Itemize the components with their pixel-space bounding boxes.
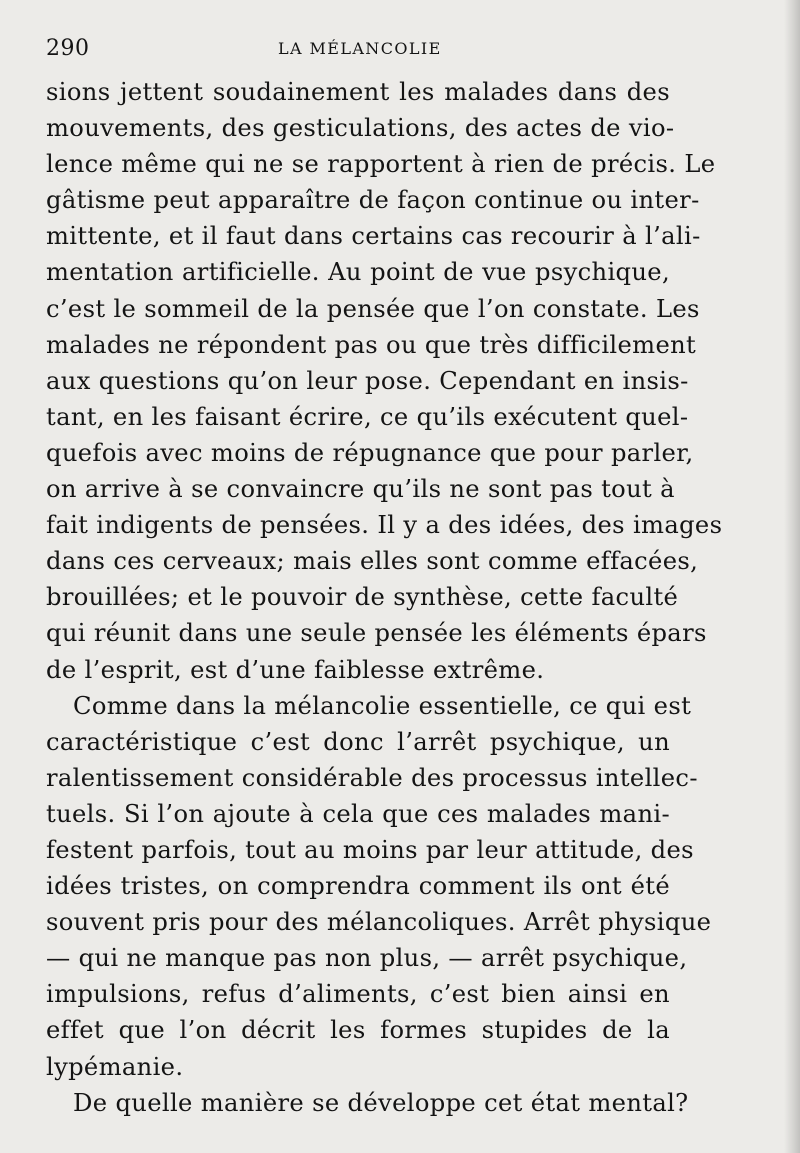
text-line: fait indigents de pensées. Il y a des idées, des images <box>46 511 723 540</box>
text-line: malades ne répondent pas ou que très difficilement <box>46 330 697 359</box>
text-line: ralentissement considérable des processus intellec- <box>46 763 698 792</box>
paragraph-start-line: De quelle manière se développe cet état mental? <box>73 1088 689 1117</box>
text-line: gâtisme peut apparaître de façon continue ou inter- <box>46 186 700 215</box>
paragraph-end-line: lypémanie. <box>46 1052 184 1081</box>
text-line: on arrive à se convaincre qu’ils ne sont pas tout à <box>46 475 675 504</box>
text-line: c’est le sommeil de la pensée que l’on constate. Les <box>46 294 700 323</box>
text-line: festent parfois, tout au moins par leur attitude, des <box>46 835 694 864</box>
text-line: impulsions, refus d’aliments, c’est bien ainsi en <box>46 980 670 1009</box>
text-line: souvent pris pour des mélancoliques. Arrêt physique <box>46 908 712 937</box>
text-line: idées tristes, on comprendra comment ils ont été <box>46 872 670 901</box>
text-line: aux questions qu’on leur pose. Cependant en insis- <box>46 366 689 395</box>
text-line: tuels. Si l’on ajoute à cela que ces malades mani- <box>46 799 670 828</box>
text-line: mittente, et il faut dans certains cas recourir à l’ali- <box>46 222 701 251</box>
page-edge-shadow <box>784 0 800 1153</box>
text-line: effet que l’on décrit les formes stupides de la <box>46 1016 670 1045</box>
text-line: lence même qui ne se rapportent à rien de précis. Le <box>46 150 716 179</box>
text-line: mentation artificielle. Au point de vue psychique, <box>46 258 670 287</box>
text-line: dans ces cerveaux; mais elles sont comme effacées, <box>46 547 699 576</box>
text-line: sions jettent soudainement les malades dans des <box>46 78 670 106</box>
text-line: — qui ne manque pas non plus, — arrêt psychique, <box>46 944 688 973</box>
paragraph-end-line: de l’esprit, est d’une faiblesse extrême. <box>46 655 545 684</box>
text-line: caractéristique c’est donc l’arrêt psychique, un <box>46 727 670 756</box>
text-line: brouillées; et le pouvoir de synthèse, cette faculté <box>46 583 679 612</box>
text-line: qui réunit dans une seule pensée les éléments épars <box>46 619 707 648</box>
running-title: LA MÉLANCOLIE <box>278 39 442 58</box>
page-number: 290 <box>46 36 90 61</box>
paragraph-start-line: Comme dans la mélancolie essentielle, ce qui est <box>73 691 692 720</box>
body-text <box>46 74 723 1121</box>
text-line: tant, en les faisant écrire, ce qu’ils exécutent quel- <box>46 402 689 431</box>
text-line: quefois avec moins de répugnance que pour parler, <box>46 438 694 467</box>
page-header <box>46 36 666 66</box>
text-line: mouvements, des gesticulations, des actes de vio- <box>46 114 675 143</box>
